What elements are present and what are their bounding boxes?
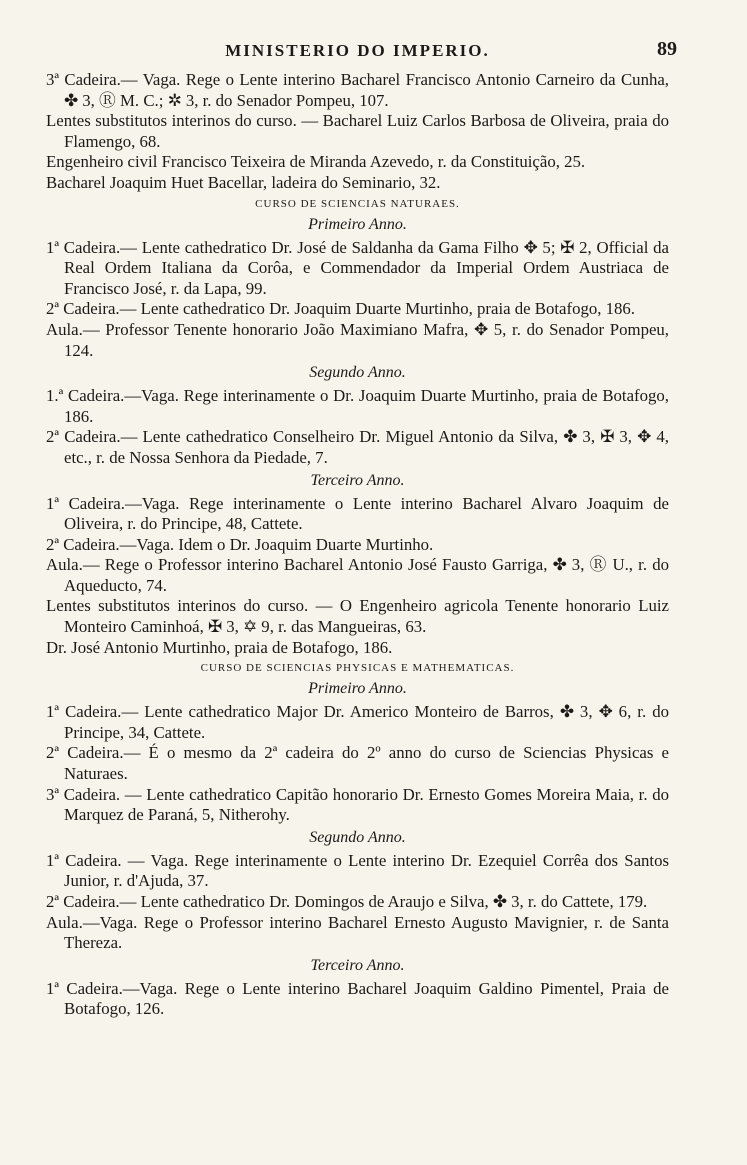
subheading-primeiro-anno: Primeiro Anno. [308, 680, 407, 698]
section-title-naturaes: CURSO DE SCIENCIAS NATURAES. [255, 197, 460, 210]
entry-paragraph: 2ª Cadeira.—Vaga. Idem o Dr. Joaquim Duarte Murtinho. [46, 534, 434, 554]
entry-paragraph: 2ª Cadeira.— Lente cathedratico Dr. Joaquim Duarte Murtinho, praia de Botafogo, 186. [46, 299, 635, 319]
entry-paragraph: 3ª Cadeira.— Vaga. Rege o Lente interino Bacharel Francisco Antonio Carneiro da Cunha, ✤ 3, Ⓡ M. C.; ✲ 3, r. do Senador Pompeu, 107. [46, 70, 669, 110]
entry-paragraph: Engenheiro civil Francisco Teixeira de Miranda Azevedo, r. da Constituição, 25. [46, 152, 586, 172]
entry-paragraph: 3ª Cadeira. — Lente cathedratico Capitão honorario Dr. Ernesto Gomes Moreira Maia, r. do Marquez de Paraná, 5, Nitherohy. [46, 784, 669, 825]
entry-paragraph: Lentes substitutos interinos do curso. — Bacharel Luiz Carlos Barbosa de Oliveira, praia do Flamengo, 68. [46, 111, 669, 151]
block-lentes-substitutos [46, 70, 669, 194]
subheading-terceiro-anno: Terceiro Anno. [310, 956, 405, 974]
entry-paragraph: 1ª Cadeira. — Vaga. Rege interinamente o Lente interino Dr. Ezequiel Corrêa dos Santos Junior, r. d'Ajuda, 37. [46, 850, 669, 891]
entry-paragraph: 1ª Cadeira.— Lente cathedratico Major Dr. Americo Monteiro de Barros, ✤ 3, ✥ 6, r. do Principe, 34, Cattete. [46, 702, 669, 742]
entry-paragraph: Dr. José Antonio Murtinho, praia de Botafogo, 186. [46, 637, 393, 657]
entry-paragraph: 2ª Cadeira.— É o mesmo da 2ª cadeira do 2º anno do curso de Sciencias Physicas e Naturaes. [46, 743, 669, 784]
page-header [46, 38, 677, 62]
entry-paragraph: Aula.—Vaga. Rege o Professor interino Bacharel Ernesto Augusto Mavignier, r. de Santa Thereza. [46, 912, 669, 953]
entry-paragraph: Lentes substitutos interinos do curso. — O Engenheiro agricola Tenente honorario Luiz Monteiro Caminhoá, ✠ 3, ✡ 9, r. das Mangueiras, 63. [46, 596, 669, 637]
entry-paragraph: 1.ª Cadeira.—Vaga. Rege interinamente o Dr. Joaquim Duarte Murtinho, praia de Botafogo, 186. [46, 386, 669, 426]
entry-paragraph: 1ª Cadeira.— Lente cathedratico Dr. José de Saldanha da Gama Filho ✥ 5; ✠ 2, Official da Real Ordem Italiana da Corôa, e Commendador da Imperial Ordem Austriaca de Francisco José, r. da Lapa, 99. [46, 237, 669, 298]
entry-paragraph: Bacharel Joaquim Huet Bacellar, ladeira do Seminario, 32. [46, 172, 441, 192]
entry-paragraph: 1ª Cadeira.—Vaga. Rege interinamente o Lente interino Bacharel Alvaro Joaquim de Oliveira, r. do Principe, 48, Cattete. [46, 493, 669, 534]
running-title: MINISTERIO DO IMPERIO. [225, 41, 490, 60]
subheading-segundo-anno: Segundo Anno. [309, 828, 406, 846]
subheading-terceiro-anno: Terceiro Anno. [310, 471, 405, 489]
entry-paragraph: 1ª Cadeira.—Vaga. Rege o Lente interino Bacharel Joaquim Galdino Pimentel, Praia de Botafogo, 126. [46, 978, 669, 1019]
section-title-physicas: CURSO DE SCIENCIAS PHYSICAS E MATHEMATICAS. [200, 662, 515, 675]
subheading-segundo-anno: Segundo Anno. [309, 364, 406, 382]
page-number: 89 [657, 38, 677, 60]
entry-paragraph: Aula.— Rege o Professor interino Bacharel Antonio José Fausto Garriga, ✤ 3, Ⓡ U., r. do Aqueducto, 74. [46, 555, 669, 595]
subheading-primeiro-anno: Primeiro Anno. [308, 215, 407, 233]
entry-paragraph: Aula.— Professor Tenente honorario João Maximiano Mafra, ✥ 5, r. do Senador Pompeu, 124. [46, 319, 669, 360]
entry-paragraph: 2ª Cadeira.— Lente cathedratico Dr. Domingos de Araujo e Silva, ✤ 3, r. do Cattete, 179. [46, 892, 648, 911]
entry-paragraph: 2ª Cadeira.— Lente cathedratico Conselheiro Dr. Miguel Antonio da Silva, ✤ 3, ✠ 3, ✥ 4, etc., r. de Nossa Senhora da Piedade, 7. [46, 427, 669, 467]
